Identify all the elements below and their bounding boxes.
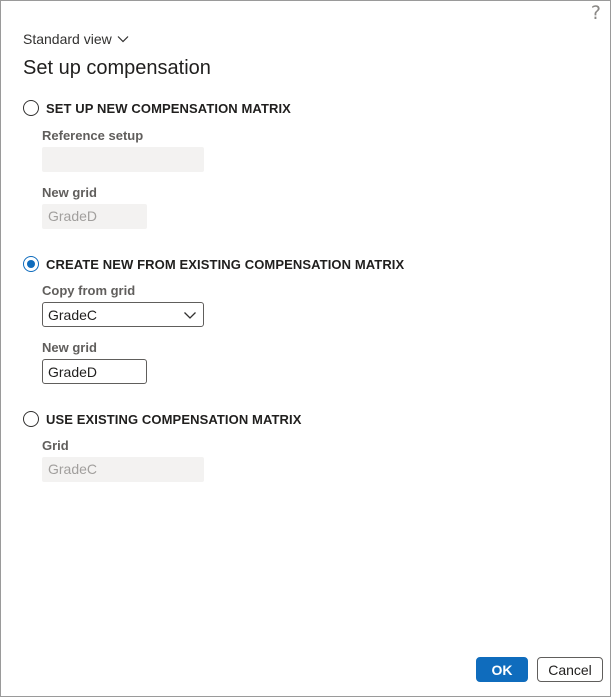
radio-use-existing[interactable] [23, 411, 39, 427]
copy-from-grid-label: Copy from grid [42, 283, 136, 298]
ok-button[interactable]: OK [476, 657, 528, 682]
dropdown-chevron-icon [182, 307, 198, 323]
radio-setup-new-matrix[interactable] [23, 100, 39, 116]
chevron-down-icon [116, 32, 130, 46]
option-setup-new-matrix[interactable] [23, 100, 291, 116]
option-label: USE EXISTING COMPENSATION MATRIX [46, 411, 302, 427]
grid-field: GradeC [42, 457, 204, 482]
copy-from-grid-value: GradeC [48, 306, 98, 323]
new-grid-input[interactable]: GradeD [42, 359, 147, 384]
page-title: Set up compensation [23, 57, 211, 79]
new-grid-field-1: GradeD [42, 204, 147, 229]
cancel-button[interactable]: Cancel [537, 657, 603, 682]
new-grid-label-1: New grid [42, 185, 97, 200]
option-label: SET UP NEW COMPENSATION MATRIX [46, 100, 291, 116]
help-icon[interactable]: ? [590, 2, 601, 24]
option-use-existing[interactable] [23, 411, 302, 427]
new-grid-label-2: New grid [42, 340, 97, 355]
view-selector-label: Standard view [23, 31, 112, 47]
reference-setup-field [42, 147, 204, 172]
view-selector[interactable] [23, 31, 130, 47]
radio-create-from-existing[interactable] [23, 256, 39, 272]
copy-from-grid-select[interactable] [42, 302, 204, 327]
reference-setup-label: Reference setup [42, 128, 144, 143]
grid-label: Grid [42, 438, 69, 453]
option-label: CREATE NEW FROM EXISTING COMPENSATION MATRIX [46, 256, 405, 272]
option-create-from-existing[interactable] [23, 256, 404, 272]
